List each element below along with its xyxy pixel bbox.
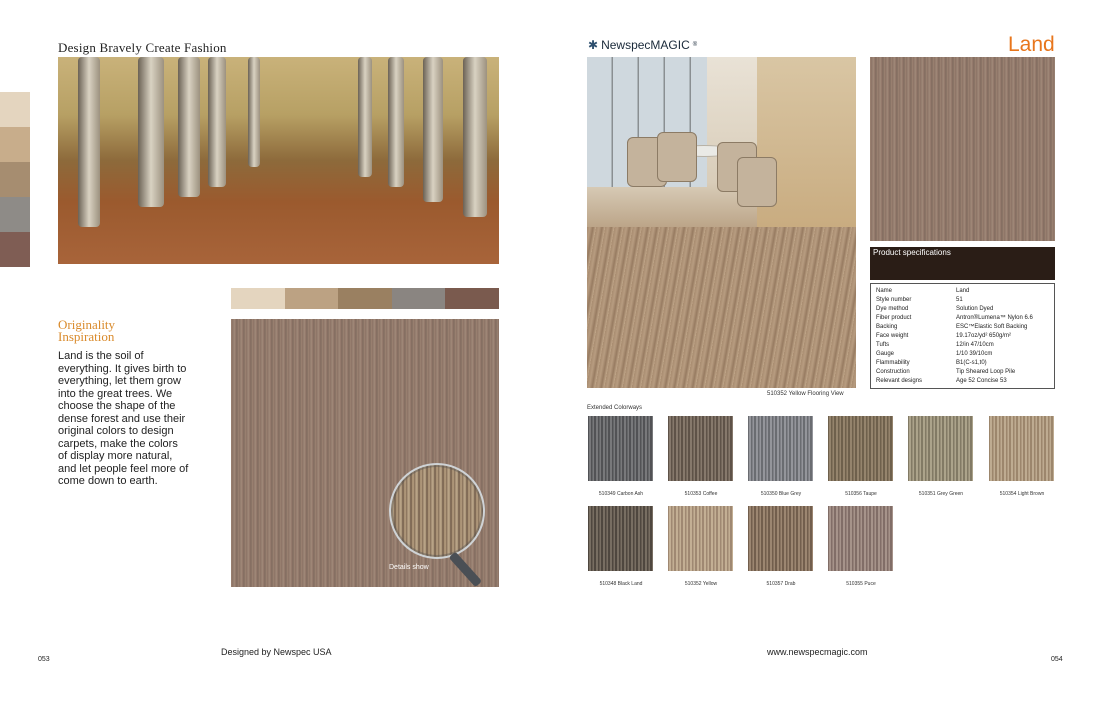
- colorway-label: 510353 Coffee: [684, 491, 718, 497]
- color-palette-bar: [231, 288, 499, 309]
- room-flooring-photo: [587, 57, 856, 388]
- palette-swatch: [445, 288, 499, 309]
- side-swatch: [0, 232, 30, 267]
- side-swatch: [0, 197, 30, 232]
- palette-swatch: [231, 288, 285, 309]
- colorway-label: 510356 Taupe: [845, 491, 877, 497]
- brand-name: NewspecMAGIC: [601, 38, 690, 52]
- spec-row: Backing ESC™Elastic Soft Backing: [876, 324, 1028, 330]
- colorway-swatch: [588, 506, 653, 571]
- page-number-right: 054: [1051, 656, 1063, 663]
- spec-row: Style number 51: [876, 297, 963, 303]
- colorway-swatch: [668, 506, 733, 571]
- tagline: Design Bravely Create Fashion: [58, 40, 227, 55]
- details-show-label: Details show: [389, 564, 429, 571]
- registered-mark: ®: [692, 42, 698, 48]
- colorway-label: 510350 Blue Grey: [760, 491, 802, 497]
- spec-row: Flammability B1(C-s1,t0): [876, 360, 987, 366]
- colorway-swatch: [588, 416, 653, 481]
- colorway-swatch: [748, 506, 813, 571]
- spec-header-title: Product specifications: [873, 248, 951, 257]
- colorway-swatch: [989, 416, 1054, 481]
- page-number-left: 053: [38, 656, 50, 663]
- heading-line: Originality: [58, 317, 116, 332]
- spec-row: Fiber product Antron®Lumena™ Nylon 6.6: [876, 315, 1033, 321]
- colorway-label: 510354 Light Brown: [999, 491, 1045, 497]
- brand-logo: [588, 38, 697, 52]
- room-caption: 510352 Yellow Flooring View: [767, 391, 844, 397]
- colorway-swatch: [828, 416, 893, 481]
- colorway-swatch: [828, 506, 893, 571]
- palette-swatch: [285, 288, 339, 309]
- product-swatch-image: [870, 57, 1055, 241]
- colorway-swatch: [668, 416, 733, 481]
- spec-row: Name Land: [876, 288, 970, 294]
- magnifier-lens: [389, 463, 485, 559]
- heading-line: Inspiration: [58, 329, 115, 344]
- spec-row: Face weight 19.17oz/yd² 650g/m²: [876, 333, 1012, 339]
- footer-designer: Designed by Newspec USA: [221, 647, 332, 657]
- spec-row: Relevant designs Age 52 Concise 53: [876, 378, 1007, 384]
- palette-swatch: [338, 288, 392, 309]
- extended-colorways-label: Extended Colorways: [587, 405, 643, 411]
- colorway-swatch: [908, 416, 973, 481]
- colorway-label: 510349 Carbon Ash: [598, 491, 644, 497]
- spec-row: Tufts 12/in 47/10cm: [876, 342, 994, 348]
- colorway-label: 510357 Drab: [766, 581, 796, 587]
- footer-website: www.newspecmagic.com: [767, 647, 868, 657]
- spec-row: Dye method Solution Dyed: [876, 306, 994, 312]
- side-swatch: [0, 162, 30, 197]
- spec-row: Construction Tip Sheared Loop Pile: [876, 369, 1016, 375]
- colorway-label: 510355 Puce: [846, 581, 876, 587]
- spec-table: [870, 283, 1055, 389]
- palette-swatch: [392, 288, 446, 309]
- side-swatch: [0, 92, 30, 127]
- side-swatch: [0, 127, 30, 162]
- spec-row: Gauge 1/10 39/10cm: [876, 351, 993, 357]
- side-color-swatches: [0, 92, 30, 267]
- section-heading: [58, 319, 178, 343]
- description-text: Land is the soil of everything. It gives birth to everything, let them grow into the great trees. We choose the shape of the dense forest and use their original colors to design carpets, make the colors of display more natural, and let people feel more of come down to earth.: [58, 350, 189, 487]
- colorway-label: 510351 Grey Green: [918, 491, 964, 497]
- snowflake-icon: ✱: [588, 38, 599, 52]
- colorway-label: 510352 Yellow: [684, 581, 718, 587]
- colorway-label: 510348 Black Land: [599, 581, 643, 587]
- product-title: Land: [1008, 33, 1055, 56]
- forest-photo: [58, 57, 499, 264]
- colorway-swatch: [748, 416, 813, 481]
